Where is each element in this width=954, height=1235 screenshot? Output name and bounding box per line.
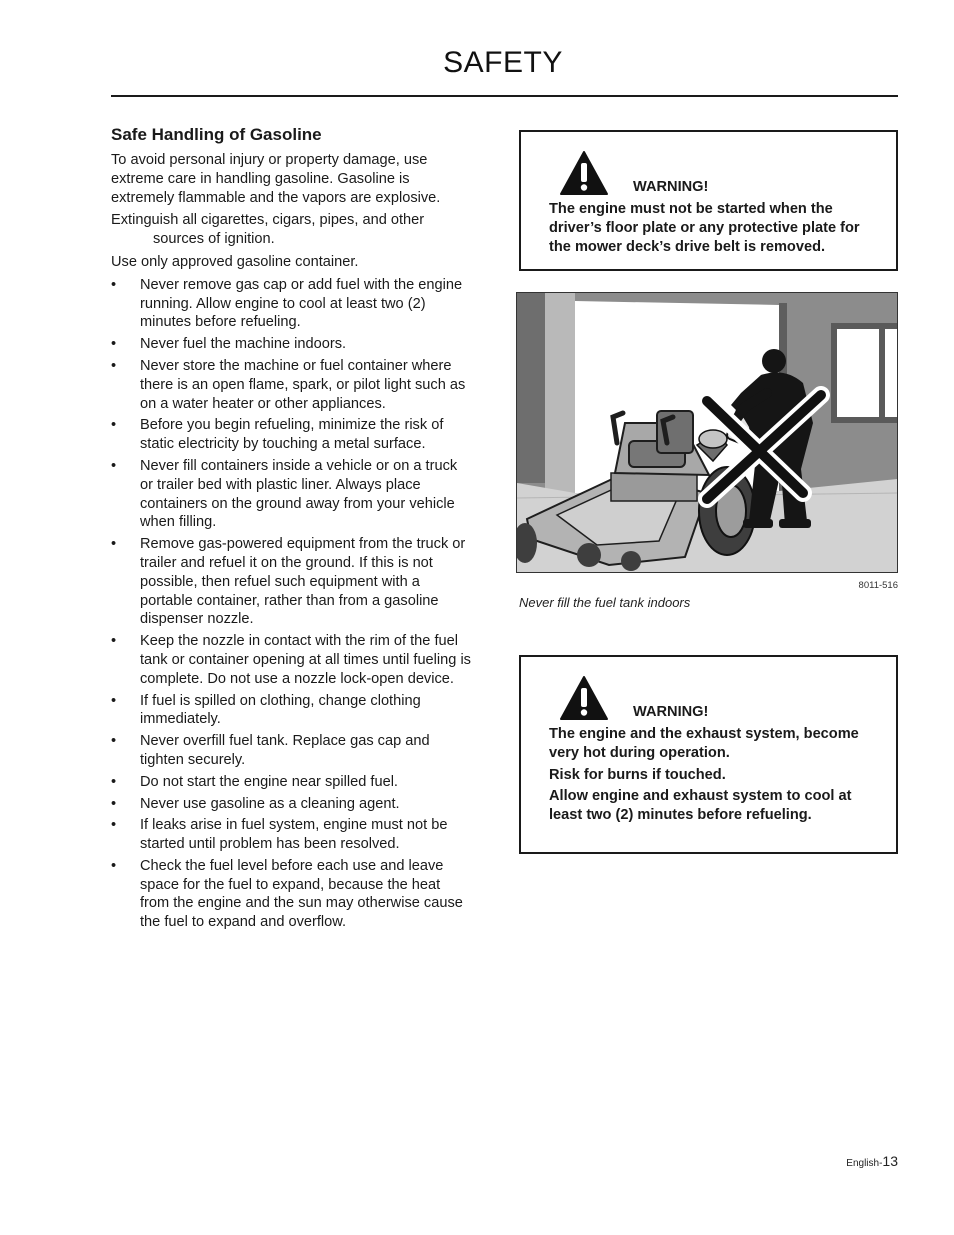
bullet-marker: • <box>111 692 117 709</box>
bullet-marker: • <box>111 417 117 434</box>
bullet-item <box>111 276 471 332</box>
intro-paragraph: To avoid personal injury or property damage, use extreme care in handling gasoline. Gasoline is extremely flammable and the vapors are explosive. <box>111 152 441 206</box>
safety-bullet-list <box>111 276 471 932</box>
figure-caption: Never fill the fuel tank indoors <box>519 595 691 610</box>
warning-box-floor-plate <box>519 130 898 271</box>
bullet-item <box>111 692 471 730</box>
bullet-text: If fuel is spilled on clothing, change clothing immediately. <box>140 692 421 728</box>
approved-container-paragraph: Use only approved gasoline container. <box>111 253 359 270</box>
warning-triangle-icon <box>559 675 609 721</box>
bullet-item <box>111 632 471 688</box>
bullet-marker: • <box>111 857 117 874</box>
bullet-item <box>111 416 471 454</box>
bullet-text: Never store the machine or fuel container where there is an open flame, spark, or pilot light such as on a water heater or other appliances. <box>140 357 466 412</box>
section-heading: Safe Handling of Gasoline <box>111 125 322 144</box>
warning-text-line: Risk for burns if touched. <box>549 766 726 783</box>
bullet-marker: • <box>111 357 117 374</box>
warning-triangle-icon <box>559 150 609 196</box>
figure-code: 8011-516 <box>858 580 898 591</box>
bullet-marker: • <box>111 536 117 553</box>
bullet-item <box>111 457 471 532</box>
bullet-marker: • <box>111 336 117 353</box>
bullet-item <box>111 357 471 413</box>
page-number <box>780 1153 898 1169</box>
bullet-text: Before you begin refueling, minimize the risk of static electricity by touching a metal surface. <box>140 417 444 453</box>
bullet-text: If leaks arise in fuel system, engine must not be started until problem has been resolved. <box>140 817 448 853</box>
bullet-item <box>111 816 471 854</box>
bullet-text: Never fuel the machine indoors. <box>140 336 347 353</box>
bullet-item <box>111 773 471 792</box>
extinguish-paragraph: Extinguish all cigarettes, cigars, pipes, and other sources of ignition. <box>111 212 425 248</box>
bullet-item <box>111 857 471 932</box>
bullet-text: Never overfill fuel tank. Replace gas cap and tighten securely. <box>140 733 430 768</box>
bullet-text: Keep the nozzle in contact with the rim of the fuel tank or container opening at all times until fueling is complete. Do not use a nozzle lock-open device. <box>140 633 471 687</box>
bullet-item <box>111 732 471 770</box>
warning-text <box>549 200 882 259</box>
warning-text-line: Allow engine and exhaust system to cool at least two (2) minutes before refueling. <box>549 788 852 824</box>
warning-text <box>549 725 882 828</box>
bullet-text: Remove gas-powered equipment from the truck or trailer and refuel it on the ground. If this is not possible, then refuel such equipment with a portable container, rather than from a gasoline dispenser nozzle. <box>140 536 466 628</box>
refuel-indoors-illustration <box>516 292 898 573</box>
bullet-marker: • <box>111 817 117 834</box>
page-title: SAFETY <box>443 46 563 79</box>
header-rule <box>111 95 898 97</box>
warning-text-line: The engine must not be started when the driver’s floor plate or any protective plate for the mower deck’s drive belt is removed. <box>549 201 860 255</box>
bullet-text: Never remove gas cap or add fuel with the engine running. Allow engine to cool at least two (2) minutes before refueling. <box>140 276 463 331</box>
mower-refueling-image <box>517 293 897 572</box>
bullet-text: Never fill containers inside a vehicle or on a truck or trailer bed with plastic liner. Always place containers on the ground away from your vehicle when filling. <box>140 457 458 531</box>
bullet-text: Check the fuel level before each use and leave space for the fuel to expand, because the heat from the engine and the sun may otherwise cause the fuel to expand and overflow. <box>140 857 463 931</box>
bullet-item <box>111 795 471 814</box>
bullet-marker: • <box>111 457 117 474</box>
bullet-marker: • <box>111 773 117 790</box>
bullet-item <box>111 535 471 629</box>
page-number-value: 13 <box>882 1153 898 1169</box>
warning-box-hot-exhaust <box>519 655 898 854</box>
bullet-marker: • <box>111 633 117 650</box>
bullet-marker: • <box>111 276 117 293</box>
warning-label: WARNING! <box>633 704 709 720</box>
warning-text-line: The engine and the exhaust system, become very hot during operation. <box>549 726 859 761</box>
bullet-marker: • <box>111 733 117 750</box>
bullet-item <box>111 335 471 354</box>
warning-label: WARNING! <box>633 179 709 195</box>
bullet-marker: • <box>111 795 117 812</box>
gasoline-section <box>111 124 471 935</box>
bullet-text: Never use gasoline as a cleaning agent. <box>140 795 400 812</box>
page-number-prefix: English- <box>846 1158 883 1169</box>
bullet-text: Do not start the engine near spilled fuel. <box>140 773 398 790</box>
